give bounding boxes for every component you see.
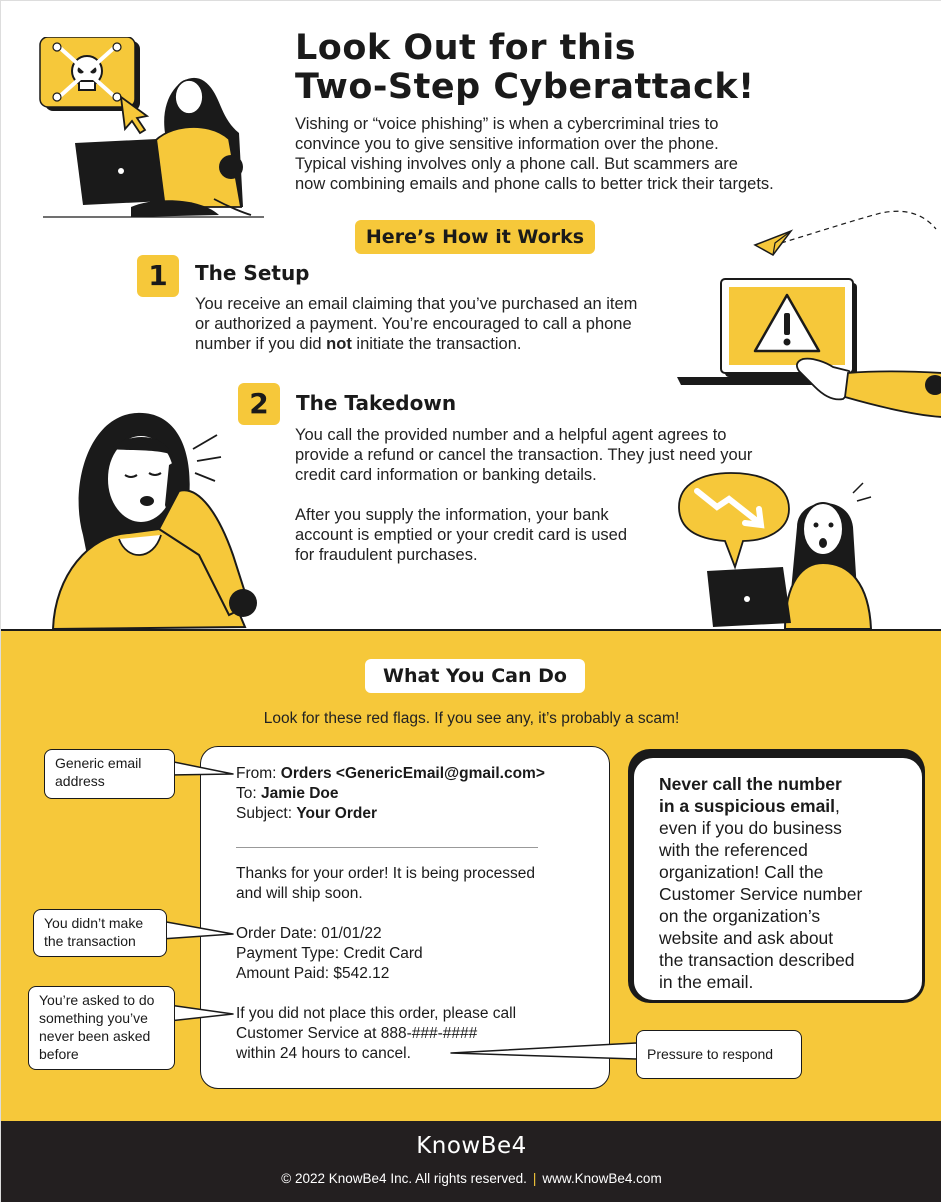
callout-transaction-line-2: the transaction — [44, 933, 136, 949]
step-2-line-3: credit card information or banking details. — [295, 466, 597, 484]
tip-card — [633, 757, 923, 1001]
callout-generic-line-1: Generic email — [55, 755, 142, 771]
tip-line-4: with the referenced — [659, 840, 808, 860]
email-to-value: Jamie Doe — [260, 785, 339, 802]
tip-line-9: the transaction described — [659, 950, 855, 970]
shocked-user-illustration — [673, 471, 873, 629]
email-payment-type: Payment Type: Credit Card — [236, 945, 423, 962]
step-1-number: 1 — [137, 255, 179, 297]
intro-line-1: Vishing or “voice phishing” is when a cybercriminal tries to — [295, 115, 719, 133]
step-1-line-2: or authorized a payment. You’re encouraged to call a phone — [195, 315, 632, 333]
how-it-works-heading: Here’s How it Works — [355, 220, 595, 254]
callout-asked-line-1: You’re asked to do — [39, 992, 155, 1008]
footer-separator: | — [532, 1171, 537, 1186]
step-1-line-3-post: initiate the transaction. — [351, 335, 522, 353]
email-cta-line-1: If you did not place this order, please call — [236, 1005, 517, 1022]
email-subject-value: Your Order — [296, 805, 377, 822]
paper-plane-icon — [751, 201, 941, 261]
tip-bold-1: Never call the number — [659, 774, 842, 794]
phone-call-icon — [193, 435, 221, 481]
tip-line-2 — [659, 795, 909, 817]
step-1-line-3 — [195, 334, 685, 354]
email-subject-label: Subject: — [236, 805, 297, 822]
footer-copyright — [1, 1171, 941, 1186]
email-from-value: Orders <GenericEmail@gmail.com> — [280, 765, 545, 782]
step-2-body-part-2 — [295, 505, 675, 565]
email-to-label: To: — [236, 785, 261, 802]
callout-asked-line-2: something you’ve — [39, 1010, 148, 1026]
footer — [1, 1121, 941, 1202]
callout-no-transaction — [33, 909, 167, 957]
email-cta-line-2: Customer Service at 888-###-#### — [236, 1025, 478, 1042]
tip-line-5: organization! Call the — [659, 862, 824, 882]
tip-bold-2: in a suspicious email — [659, 796, 836, 816]
title-line-1: Look Out for this — [295, 28, 637, 68]
downtrend-arrow-icon — [679, 473, 789, 567]
step-1-body — [195, 294, 685, 354]
callout-asked-line-3: never been asked — [39, 1028, 151, 1044]
copyright-text: © 2022 KnowBe4 Inc. All rights reserved. — [281, 1171, 527, 1186]
step-1-line-1: You receive an email claiming that you’ve purchased an item — [195, 295, 638, 313]
step-2-line-1: You call the provided number and a helpful agent agrees to — [295, 426, 727, 444]
tip-text — [659, 773, 909, 993]
step-1-title: The Setup — [195, 261, 310, 285]
step-2-line-5: account is emptied or your credit card is used — [295, 526, 627, 544]
page-title — [295, 29, 815, 107]
step-2-line-2: provide a refund or cancel the transaction. They just need your — [295, 446, 753, 464]
callout-asked-line-4: before — [39, 1046, 79, 1062]
email-body-line-2: and will ship soon. — [236, 885, 363, 902]
title-line-2: Two-Step Cyberattack! — [295, 67, 755, 107]
what-you-can-do-heading: What You Can Do — [365, 659, 585, 693]
callout-pressure: Pressure to respond — [636, 1030, 802, 1079]
tip-line-1 — [659, 773, 909, 795]
step-1-line-3-pre: number if you did — [195, 335, 327, 353]
brand-logo: KnowBe4 — [416, 1133, 527, 1159]
email-from-label: From: — [236, 765, 281, 782]
step-2-line-6: for fraudulent purchases. — [295, 546, 478, 564]
callout-generic-email — [44, 749, 175, 799]
intro-paragraph — [295, 114, 855, 194]
pointing-hand-icon — [797, 359, 941, 417]
red-flags-subheading: Look for these red flags. If you see any, it’s probably a scam! — [263, 710, 680, 727]
tip-line-10: in the email. — [659, 972, 754, 992]
intro-line-2: convince you to give sensitive information over the phone. — [295, 135, 719, 153]
tip-line-7: on the organization’s — [659, 906, 821, 926]
intro-line-3: Typical vishing involves only a phone call. But scammers are — [295, 155, 738, 173]
email-amount-paid: Amount Paid: $542.12 — [236, 965, 390, 982]
website-link[interactable]: www.KnowBe4.com — [542, 1171, 662, 1186]
step-2-title: The Takedown — [296, 391, 457, 415]
email-body-line-1: Thanks for your order! It is being processed — [236, 865, 535, 882]
tip-line-6: Customer Service number — [659, 884, 863, 904]
callout-generic-line-2: address — [55, 773, 105, 789]
tip-line-3: even if you do business — [659, 818, 842, 838]
tip-line-8: website and ask about — [659, 928, 834, 948]
email-order-date: Order Date: 01/01/22 — [236, 925, 382, 942]
step-2-number: 2 — [238, 383, 280, 425]
tip-comma: , — [835, 796, 840, 816]
step-2-line-4: After you supply the information, your bank — [295, 506, 609, 524]
phone-call-illustration — [49, 405, 279, 629]
callout-unusual-request — [28, 986, 175, 1070]
step-1-emphasis: not — [326, 335, 352, 353]
email-cta-line-3: within 24 hours to cancel. — [236, 1045, 411, 1062]
callout-transaction-line-1: You didn’t make — [44, 915, 144, 931]
intro-line-4: now combining emails and phone calls to better trick their targets. — [295, 175, 774, 193]
worried-user-illustration — [39, 37, 269, 227]
warning-laptop-illustration — [673, 275, 941, 425]
